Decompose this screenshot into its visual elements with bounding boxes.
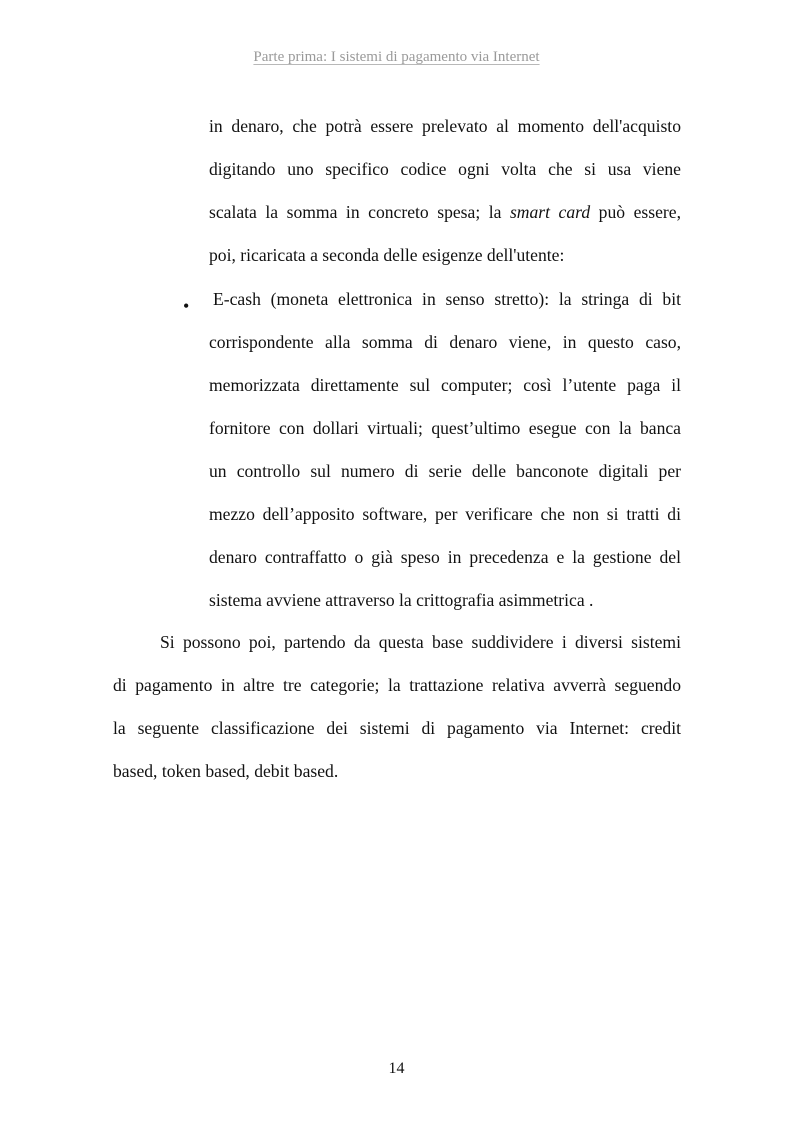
page-number: 14 bbox=[388, 1060, 405, 1077]
paragraph-line: di pagamento in altre tre categorie; la trattazione relativa avverrà seguendo bbox=[113, 675, 681, 695]
bullet-line: mezzo dell’apposito software, per verificare che non si tratti di bbox=[209, 504, 681, 524]
running-header-text: Parte prima: I sistemi di pagamento via Internet bbox=[253, 49, 540, 65]
text-segment: può essere, bbox=[590, 202, 681, 222]
bullet-line: sistema avviene attraverso la crittografia asimmetrica . bbox=[209, 590, 594, 610]
paragraph-line: based, token based, debit based. bbox=[113, 761, 339, 781]
bullet-marker: • bbox=[183, 296, 190, 316]
bullet-line: un controllo sul numero di serie delle banconote digitali per bbox=[209, 461, 681, 481]
bullet-line: denaro contraffatto o già speso in precedenza e la gestione del bbox=[209, 547, 681, 567]
bullet-line: memorizzata direttamente sul computer; così l’utente paga il bbox=[209, 375, 681, 395]
bullet-line: fornitore con dollari virtuali; quest’ultimo esegue con la banca bbox=[209, 418, 681, 438]
text-line bbox=[209, 200, 681, 224]
text-line: digitando uno specifico codice ogni volta che si usa viene bbox=[209, 159, 681, 179]
text-line: poi, ricaricata a seconda delle esigenze dell'utente: bbox=[209, 245, 565, 265]
paragraph-line: Si possono poi, partendo da questa base suddividere i diversi sistemi bbox=[160, 632, 681, 652]
text-segment: scalata la somma in concreto spesa; la bbox=[209, 202, 510, 222]
text-line: in denaro, che potrà essere prelevato al momento dell'acquisto bbox=[209, 116, 681, 136]
bullet-line: E-cash (moneta elettronica in senso stretto): la stringa di bit bbox=[213, 289, 681, 309]
emphasis-smart-card: smart card bbox=[509, 202, 591, 222]
bullet-line: corrispondente alla somma di denaro viene, in questo caso, bbox=[209, 332, 681, 352]
paragraph-line: la seguente classificazione dei sistemi di pagamento via Internet: credit bbox=[113, 718, 681, 738]
running-header bbox=[0, 47, 793, 67]
